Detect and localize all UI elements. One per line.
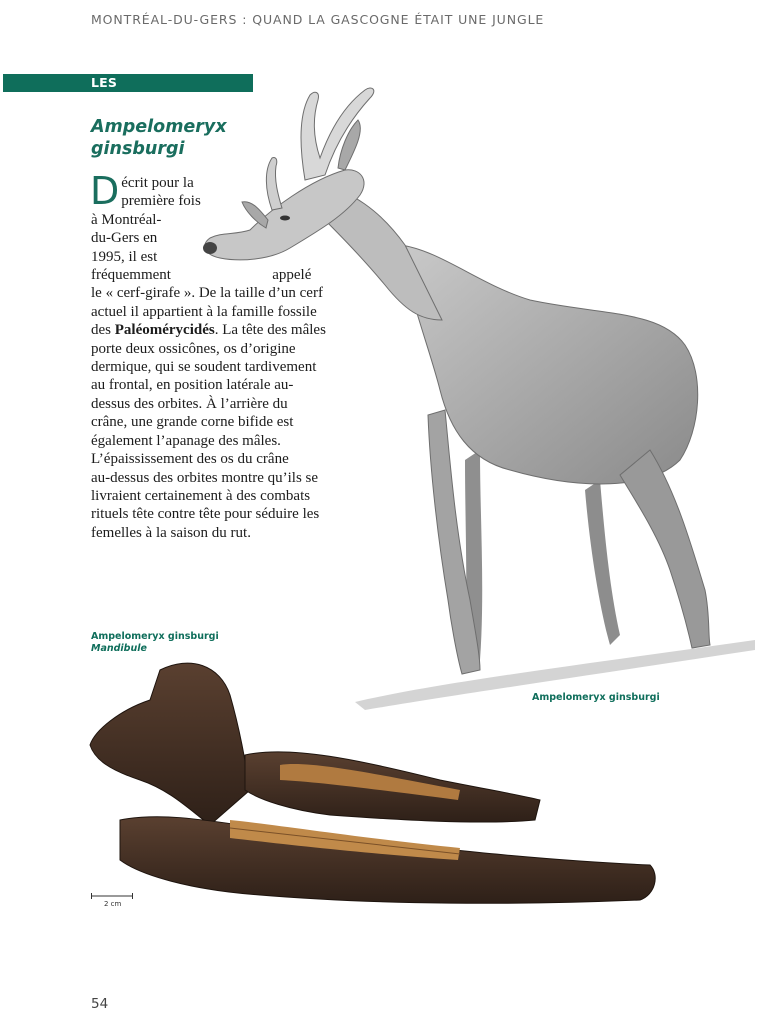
body-line: fréquemment appelé bbox=[91, 267, 312, 284]
page-number: 54 bbox=[91, 996, 109, 1012]
body-line: écrit pour la bbox=[121, 175, 194, 191]
body-line: le « cerf-girafe ». De la taille d’un cerf bbox=[91, 285, 323, 302]
fossil-caption-title: Ampelomeryx ginsburgi bbox=[91, 631, 219, 642]
running-head: MONTRÉAL-DU-GERS : QUAND LA GASCOGNE ÉTAIT UNE JUNGLE bbox=[91, 12, 545, 27]
body-text bbox=[90, 169, 326, 542]
illustration-caption: Ampelomeryx ginsburgi bbox=[532, 692, 660, 703]
drop-cap: D bbox=[90, 169, 120, 213]
mandible-fossil-image bbox=[80, 650, 660, 920]
body-line: L’épaississement des os du crâne bbox=[91, 451, 289, 468]
fossil-caption-sub: Mandibule bbox=[91, 643, 147, 654]
body-line: également l’apanage des mâles. bbox=[91, 432, 281, 449]
scale-label: 2 cm bbox=[104, 900, 122, 908]
body-line: à Montréal- bbox=[91, 211, 162, 228]
scale-bar bbox=[91, 893, 133, 899]
body-line: . La tête des mâles bbox=[214, 322, 326, 339]
body-line: 1995, il est bbox=[91, 248, 158, 265]
body-line: porte deux ossicônes, os d’origine bbox=[91, 340, 296, 357]
species-title-species: ginsburgi bbox=[91, 139, 185, 159]
body-line: au-dessus des orbites montre qu’ils se bbox=[91, 469, 319, 486]
species-title bbox=[91, 116, 227, 160]
body-line: dessus des orbites. À l’arrière du bbox=[91, 395, 288, 412]
body-line: première fois bbox=[121, 193, 201, 210]
body-line: femelles à la saison du rut. bbox=[91, 524, 251, 541]
body-line: crâne, une grande corne bifide est bbox=[91, 414, 294, 431]
body-line: au frontal, en position latérale au- bbox=[91, 377, 294, 394]
body-line: rituels tête contre tête pour séduire les bbox=[91, 506, 320, 523]
body-line: dermique, qui se soudent tardivement bbox=[91, 359, 317, 376]
body-line: des bbox=[91, 322, 115, 339]
body-line: livraient certainement à des combats bbox=[91, 487, 311, 504]
bold-term: Paléomérycidés bbox=[114, 322, 215, 339]
species-title-genus: Ampelomeryx bbox=[91, 117, 227, 137]
body-line: actuel il appartient à la famille fossile bbox=[91, 303, 317, 320]
body-line: du-Gers en bbox=[91, 230, 158, 247]
section-label: LES CÉTARTIODACTYLES bbox=[91, 75, 235, 108]
